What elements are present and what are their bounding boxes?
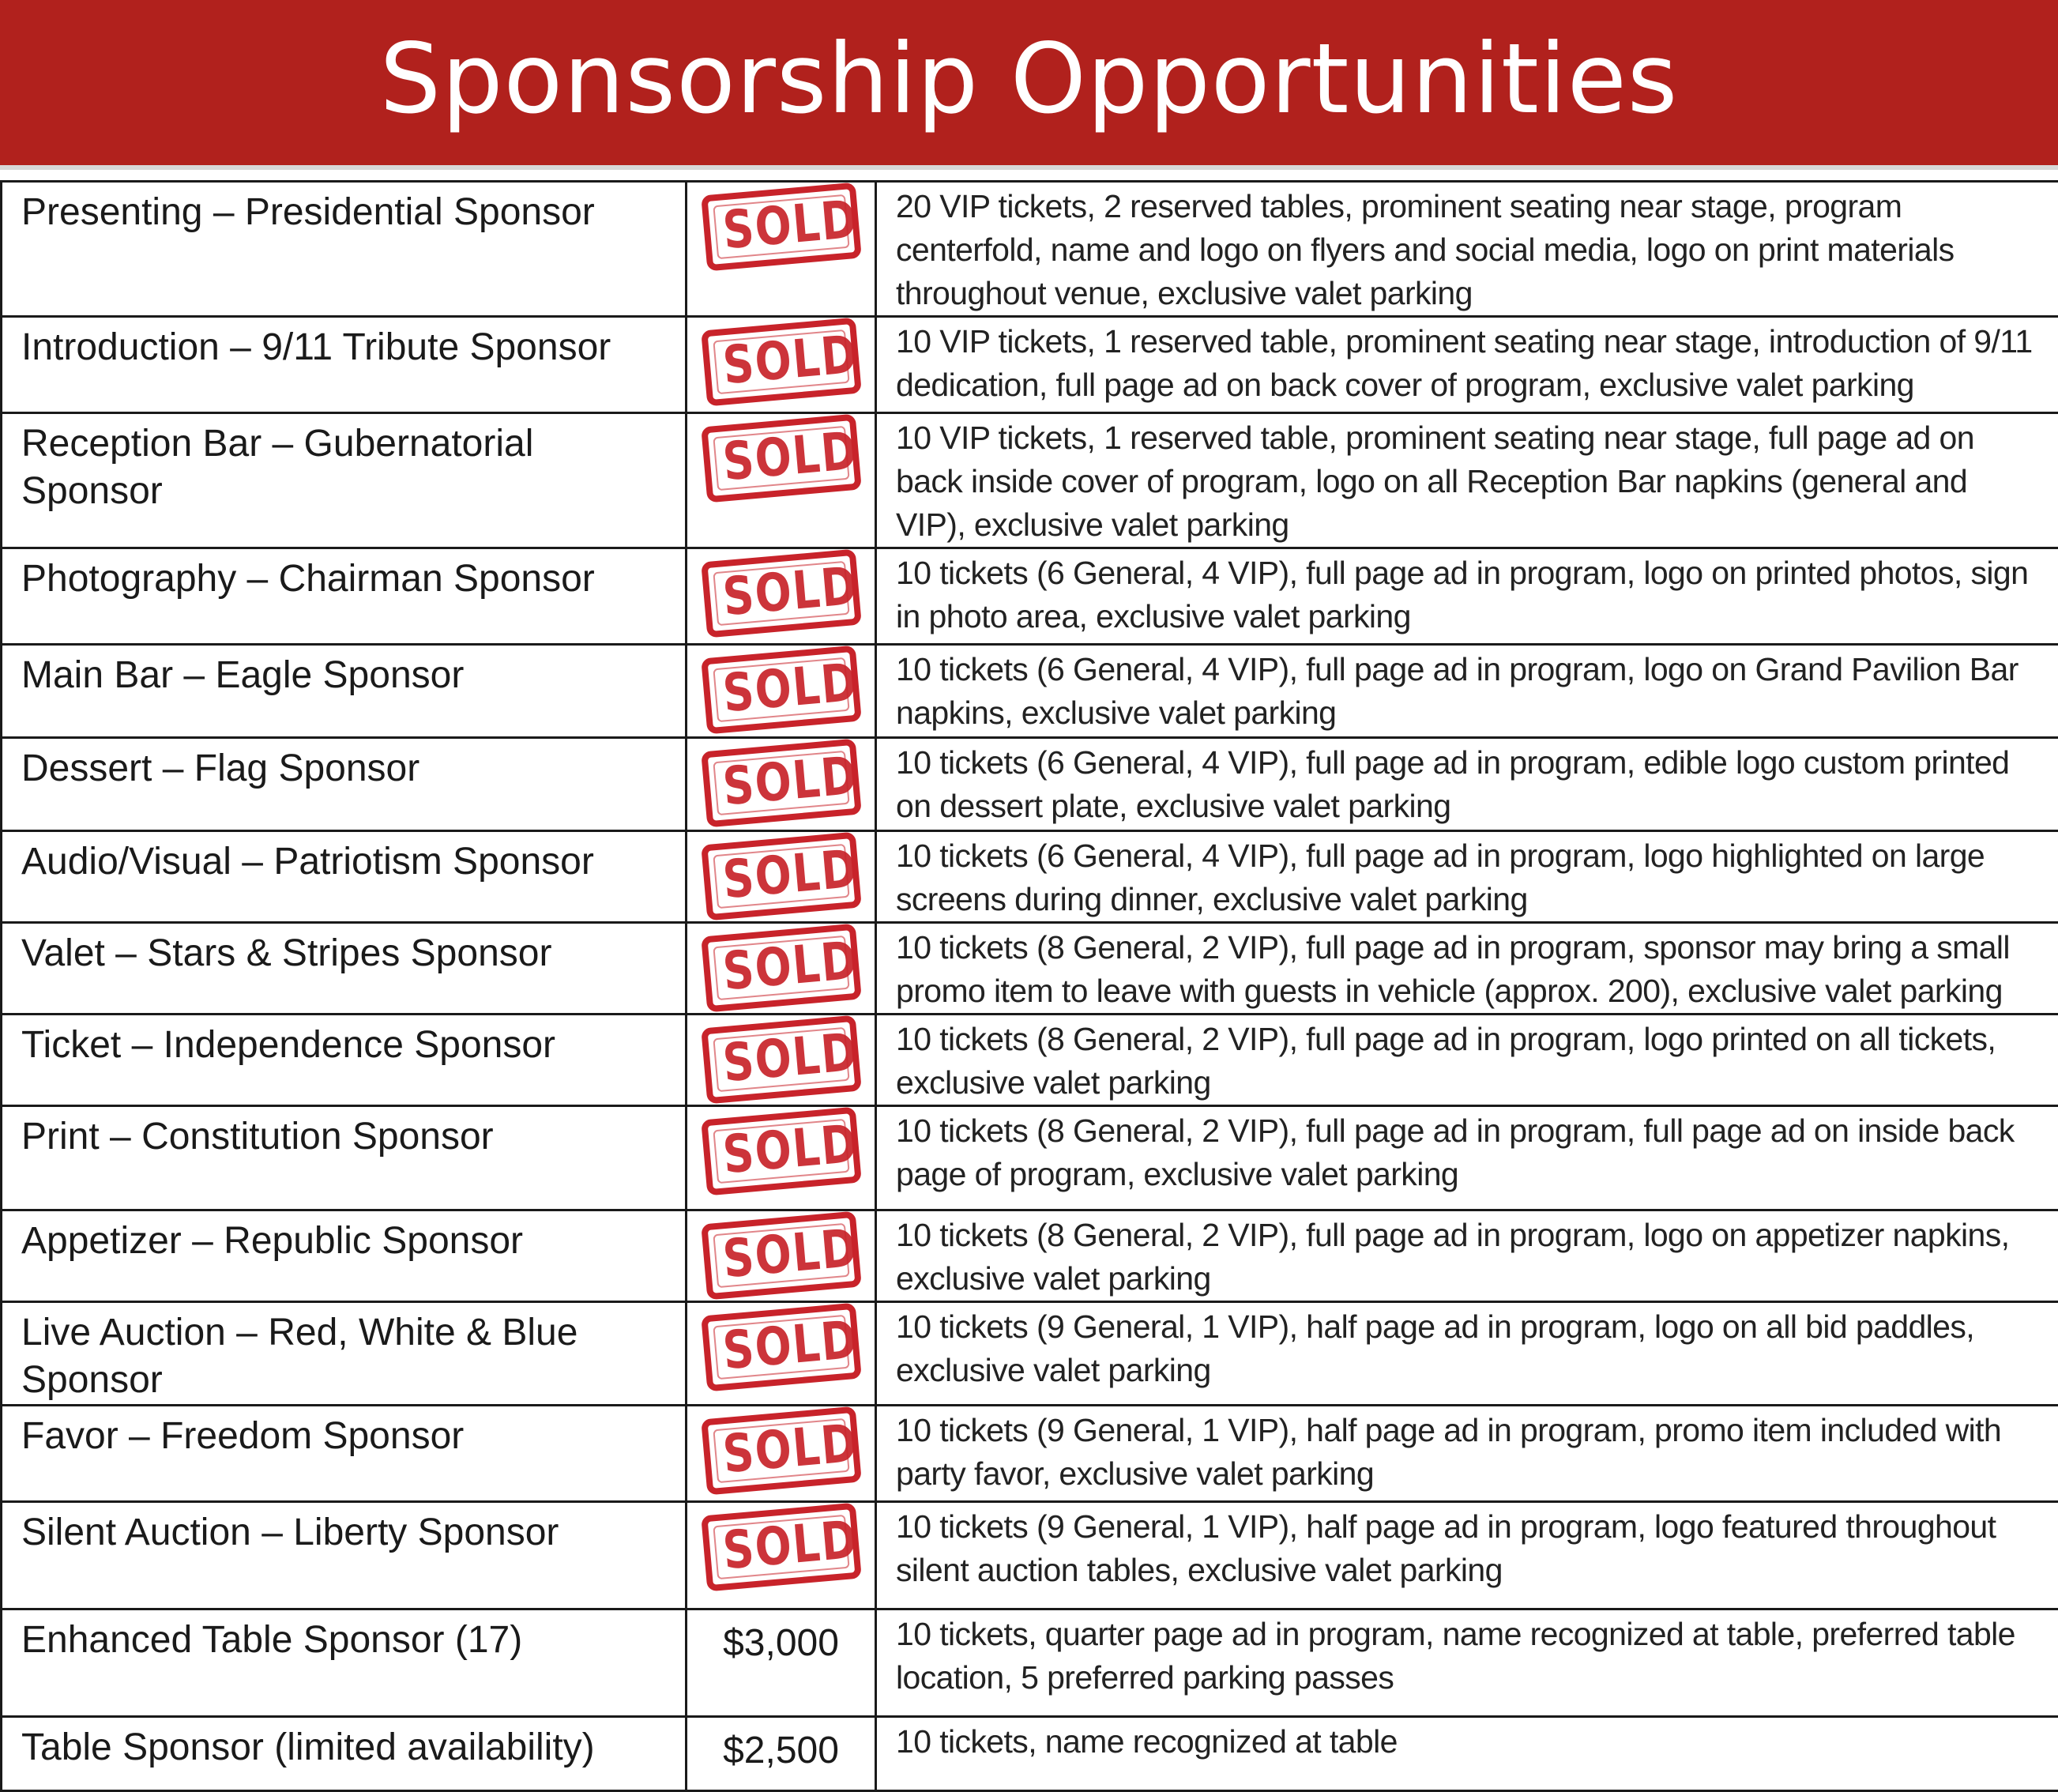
table-row <box>2 317 2058 413</box>
sponsor-name: Table Sponsor (limited availability) <box>2 1717 687 1791</box>
sponsor-status <box>687 831 876 923</box>
sold-stamp-icon <box>701 414 862 503</box>
table-row <box>2 831 2058 923</box>
page-title: Sponsorship Opportunities <box>380 23 1679 143</box>
sponsor-name: Dessert – Flag Sponsor <box>2 738 687 831</box>
sponsor-benefits: 10 tickets (8 General, 2 VIP), full page ad in program, logo printed on all tickets, exclusive valet parking <box>876 1015 2058 1106</box>
sponsor-benefits: 10 tickets (6 General, 4 VIP), full page ad in program, logo on Grand Pavilion Bar napkins, exclusive valet parking <box>876 645 2058 738</box>
table-row <box>2 1015 2058 1106</box>
sponsor-benefits: 10 VIP tickets, 1 reserved table, prominent seating near stage, full page ad on back inside cover of program, logo on all Reception Bar napkins (general and VIP), exclusive valet parking <box>876 413 2058 548</box>
sponsor-benefits: 10 tickets, name recognized at table <box>876 1717 2058 1791</box>
sold-stamp-icon <box>701 646 862 735</box>
sold-stamp-label: SOLD <box>720 190 841 262</box>
table-row <box>2 923 2058 1015</box>
sold-stamp-icon <box>701 1211 862 1301</box>
sold-stamp-icon <box>701 1503 862 1592</box>
sold-stamp-icon <box>701 549 862 638</box>
table-row <box>2 1502 2058 1609</box>
table-row <box>2 1302 2058 1406</box>
sold-stamp-icon <box>701 832 862 921</box>
sponsor-status <box>687 413 876 548</box>
table-row <box>2 738 2058 831</box>
sold-stamp-label: SOLD <box>720 653 841 725</box>
sponsor-status <box>687 1015 876 1106</box>
sponsor-status <box>687 1502 876 1609</box>
sold-stamp-icon <box>701 924 862 1013</box>
sponsor-name: Photography – Chairman Sponsor <box>2 548 687 645</box>
sponsor-name: Silent Auction – Liberty Sponsor <box>2 1502 687 1609</box>
sold-stamp-label: SOLD <box>720 1219 841 1291</box>
sold-stamp-label: SOLD <box>720 1311 841 1383</box>
table-row <box>2 1210 2058 1302</box>
sponsor-price <box>687 1717 876 1791</box>
sold-stamp-label: SOLD <box>720 557 841 629</box>
sponsor-status <box>687 182 876 317</box>
sold-stamp-icon <box>701 1015 862 1105</box>
sold-stamp-label: SOLD <box>720 422 841 494</box>
sold-stamp-label: SOLD <box>720 1414 841 1486</box>
sponsor-status <box>687 1106 876 1210</box>
sponsor-status <box>687 317 876 413</box>
sponsor-status <box>687 923 876 1015</box>
sponsor-benefits: 10 tickets (6 General, 4 VIP), full page ad in program, logo on printed photos, sign in photo area, exclusive valet parking <box>876 548 2058 645</box>
sold-stamp-icon <box>701 1303 862 1392</box>
sponsor-status <box>687 1302 876 1406</box>
table-row <box>2 548 2058 645</box>
sponsor-name: Favor – Freedom Sponsor <box>2 1406 687 1502</box>
sponsor-benefits: 10 tickets (9 General, 1 VIP), half page ad in program, promo item included with party favor, exclusive valet parking <box>876 1406 2058 1502</box>
sponsor-benefits: 10 VIP tickets, 1 reserved table, prominent seating near stage, introduction of 9/11 dedication, full page ad on back cover of program, exclusive valet parking <box>876 317 2058 413</box>
sponsor-name: Print – Constitution Sponsor <box>2 1106 687 1210</box>
sponsor-name: Reception Bar – Gubernatorial Sponsor <box>2 413 687 548</box>
sold-stamp-label: SOLD <box>720 840 841 912</box>
sponsor-status <box>687 548 876 645</box>
sponsor-benefits: 10 tickets (8 General, 2 VIP), full page ad in program, full page ad on inside back page of program, exclusive valet parking <box>876 1106 2058 1210</box>
table-row <box>2 1609 2058 1717</box>
sponsor-benefits: 10 tickets (6 General, 4 VIP), full page ad in program, edible logo custom printed on dessert plate, exclusive valet parking <box>876 738 2058 831</box>
sold-stamp-icon <box>701 318 862 407</box>
sold-stamp-label: SOLD <box>720 1511 841 1583</box>
sponsor-benefits: 10 tickets (6 General, 4 VIP), full page ad in program, logo highlighted on large screens during dinner, exclusive valet parking <box>876 831 2058 923</box>
price-amount: $2,500 <box>723 1724 839 1775</box>
sponsor-benefits: 10 tickets (8 General, 2 VIP), full page ad in program, sponsor may bring a small promo item to leave with guests in vehicle (approx. 200), exclusive valet parking <box>876 923 2058 1015</box>
sold-stamp-label: SOLD <box>720 1023 841 1095</box>
sponsor-price <box>687 1609 876 1717</box>
sold-stamp-icon <box>701 739 862 828</box>
header-banner <box>0 0 2058 170</box>
sponsor-name: Ticket – Independence Sponsor <box>2 1015 687 1106</box>
sold-stamp-icon <box>701 1406 862 1496</box>
sponsor-status <box>687 1210 876 1302</box>
table-row <box>2 1717 2058 1791</box>
sponsor-name: Audio/Visual – Patriotism Sponsor <box>2 831 687 923</box>
sponsor-name: Enhanced Table Sponsor (17) <box>2 1609 687 1717</box>
sponsor-name: Introduction – 9/11 Tribute Sponsor <box>2 317 687 413</box>
sponsor-benefits: 10 tickets (9 General, 1 VIP), half page ad in program, logo featured throughout silent auction tables, exclusive valet parking <box>876 1502 2058 1609</box>
sponsor-name: Appetizer – Republic Sponsor <box>2 1210 687 1302</box>
sponsor-benefits: 10 tickets (9 General, 1 VIP), half page ad in program, logo on all bid paddles, exclusive valet parking <box>876 1302 2058 1406</box>
sponsor-name: Presenting – Presidential Sponsor <box>2 182 687 317</box>
sold-stamp-label: SOLD <box>720 326 841 397</box>
table-row <box>2 1406 2058 1502</box>
sponsor-benefits: 20 VIP tickets, 2 reserved tables, prominent seating near stage, program centerfold, name and logo on flyers and social media, logo on print materials throughout venue, exclusive valet parking <box>876 182 2058 317</box>
sold-stamp-label: SOLD <box>720 932 841 1003</box>
sponsor-benefits: 10 tickets, quarter page ad in program, name recognized at table, preferred table location, 5 preferred parking passes <box>876 1609 2058 1717</box>
sponsor-name: Live Auction – Red, White & Blue Sponsor <box>2 1302 687 1406</box>
sponsor-status <box>687 738 876 831</box>
sponsorship-table <box>0 180 2058 1792</box>
sold-stamp-icon <box>701 183 862 272</box>
sponsorship-table-body <box>2 182 2058 1791</box>
sponsor-benefits: 10 tickets (8 General, 2 VIP), full page ad in program, logo on appetizer napkins, exclusive valet parking <box>876 1210 2058 1302</box>
sold-stamp-label: SOLD <box>720 1115 841 1187</box>
sponsor-name: Main Bar – Eagle Sponsor <box>2 645 687 738</box>
table-row <box>2 645 2058 738</box>
table-row <box>2 182 2058 317</box>
sponsor-status <box>687 1406 876 1502</box>
sponsor-name: Valet – Stars & Stripes Sponsor <box>2 923 687 1015</box>
sold-stamp-label: SOLD <box>720 747 841 819</box>
table-row <box>2 413 2058 548</box>
table-row <box>2 1106 2058 1210</box>
sold-stamp-icon <box>701 1107 862 1196</box>
price-amount: $3,000 <box>723 1617 839 1667</box>
sponsor-status <box>687 645 876 738</box>
